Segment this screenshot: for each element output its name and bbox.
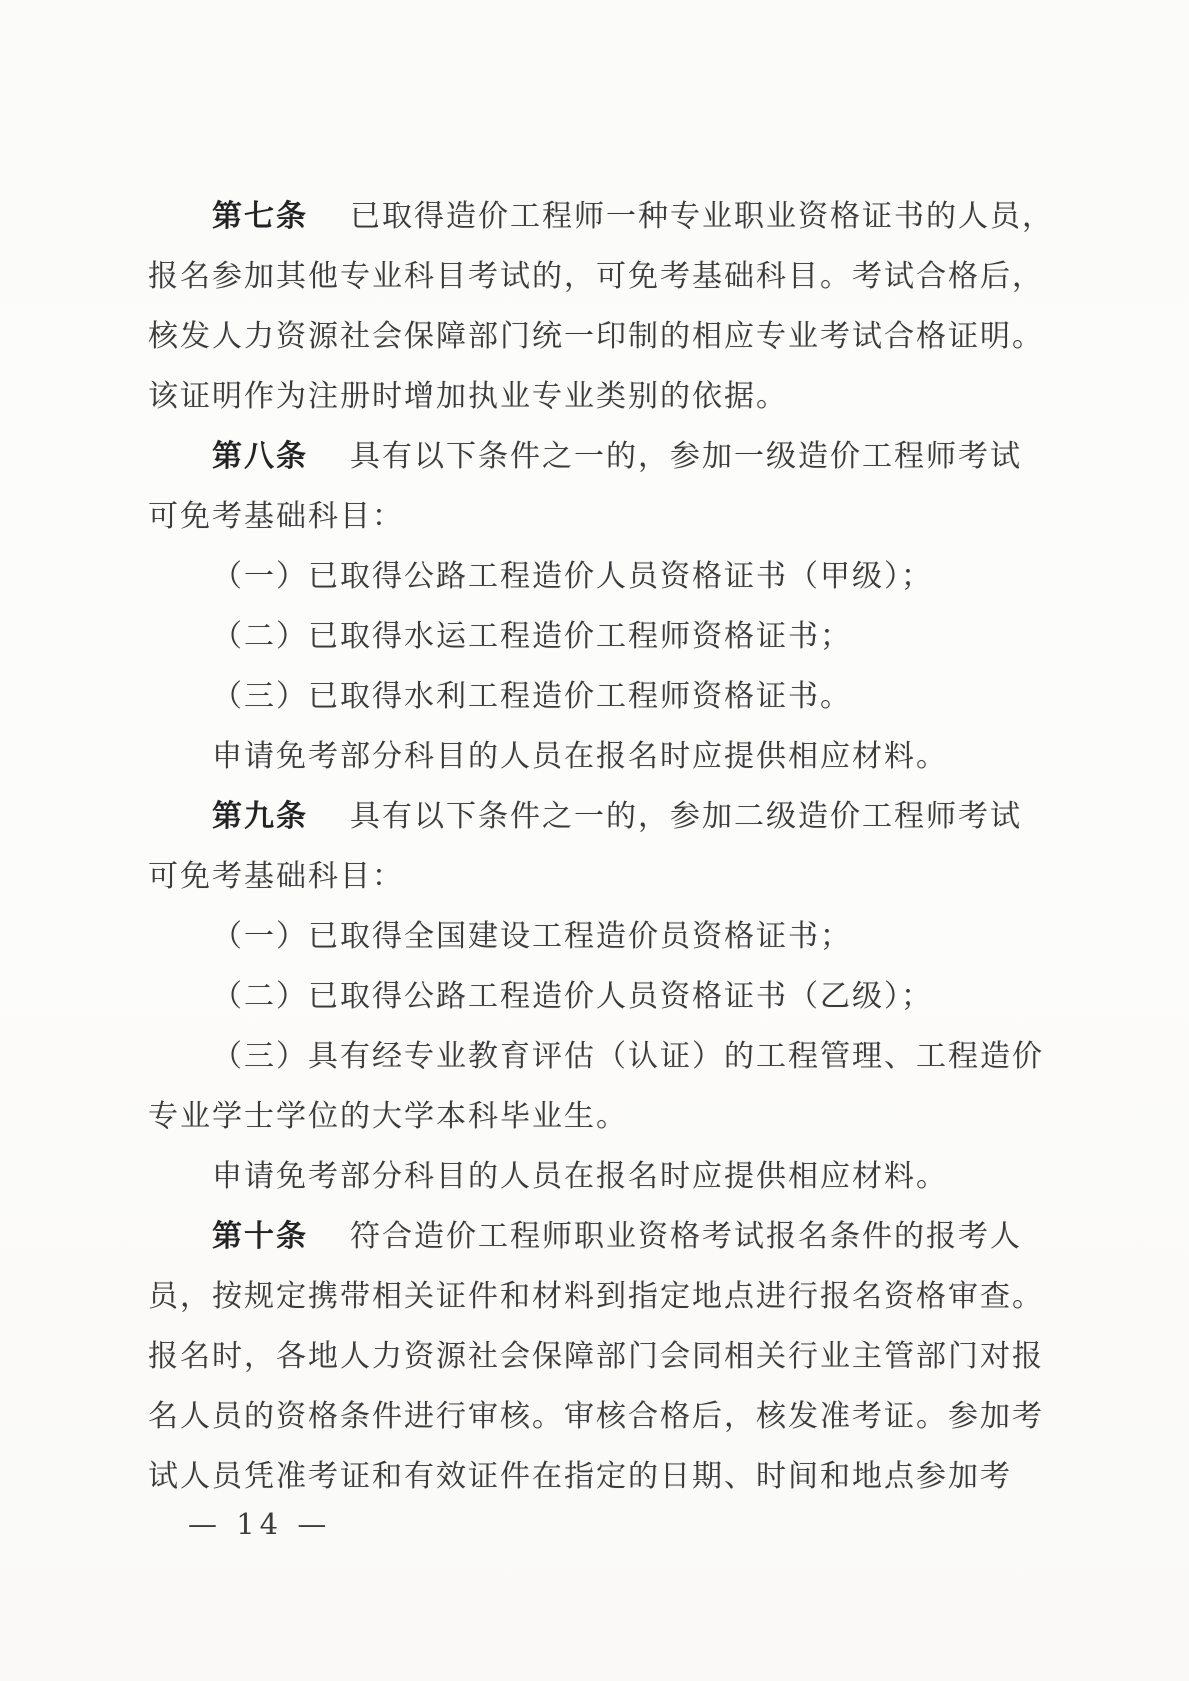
line-text: 已取得造价工程师一种专业职业资格证书的人员，: [350, 199, 1054, 234]
text-line: [148, 307, 1048, 367]
text-line: [148, 367, 1048, 427]
text-line: [148, 1207, 1048, 1267]
text-line: [148, 187, 1054, 247]
line-text: 可免考基础科目：: [148, 499, 404, 534]
line-text: 报名参加其他专业科目考试的，可免考基础科目。考试合格后，: [148, 259, 1044, 294]
line-text: 该证明作为注册时增加执业专业类别的依据。: [148, 379, 788, 414]
text-line: [148, 487, 1048, 547]
article-number: 第八条: [212, 439, 308, 474]
text-line: [148, 1027, 1048, 1087]
line-text: 申请免考部分科目的人员在报名时应提供相应材料。: [212, 739, 948, 774]
text-line: [148, 667, 1048, 727]
text-line: [148, 907, 1048, 967]
line-text: 员，按规定携带相关证件和材料到指定地点进行报名资格审查。: [148, 1279, 1044, 1314]
line-text: （二）已取得公路工程造价人员资格证书（乙级）；: [212, 979, 933, 1014]
line-text: 具有以下条件之一的，参加一级造价工程师考试: [350, 439, 1022, 474]
text-line: [148, 607, 1048, 667]
line-text: （三）已取得水利工程造价工程师资格证书。: [212, 679, 852, 714]
text-line: [148, 1087, 1048, 1147]
line-text: 名人员的资格条件进行审核。审核合格后，核发准考证。参加考: [148, 1399, 1044, 1434]
text-line: [148, 1147, 1048, 1207]
line-text: （一）已取得公路工程造价人员资格证书（甲级）；: [212, 559, 933, 594]
page-number: — 14 —: [188, 1507, 332, 1541]
line-text: 符合造价工程师职业资格考试报名条件的报考人: [350, 1219, 1022, 1254]
line-text: 可免考基础科目：: [148, 859, 404, 894]
text-line: [148, 1387, 1048, 1447]
line-text: （一）已取得全国建设工程造价员资格证书；: [212, 919, 852, 954]
line-text: 报名时，各地人力资源社会保障部门会同相关行业主管部门对报: [148, 1339, 1044, 1374]
line-text: （三）具有经专业教育评估（认证）的工程管理、工程造价: [212, 1039, 1044, 1074]
text-line: [148, 1267, 1048, 1327]
line-text: 专业学士学位的大学本科毕业生。: [148, 1099, 628, 1134]
line-text: 试人员凭准考证和有效证件在指定的日期、时间和地点参加考: [148, 1459, 1012, 1494]
line-text: 申请免考部分科目的人员在报名时应提供相应材料。: [212, 1159, 948, 1194]
article-number: 第九条: [212, 799, 308, 834]
article-number: 第十条: [212, 1219, 308, 1254]
article-number: 第七条: [212, 199, 308, 234]
text-line: [148, 967, 1048, 1027]
line-text: （二）已取得水运工程造价工程师资格证书；: [212, 619, 852, 654]
line-text: 核发人力资源社会保障部门统一印制的相应专业考试合格证明。: [148, 319, 1044, 354]
text-line: [148, 547, 1048, 607]
text-line: [148, 1327, 1048, 1387]
line-text: 具有以下条件之一的，参加二级造价工程师考试: [350, 799, 1022, 834]
text-line: [148, 247, 1048, 307]
text-line: [148, 787, 1048, 847]
text-line: [148, 847, 1048, 907]
document-text-block: [148, 187, 1054, 1507]
text-line: [148, 427, 1048, 487]
text-line: [148, 727, 1048, 787]
